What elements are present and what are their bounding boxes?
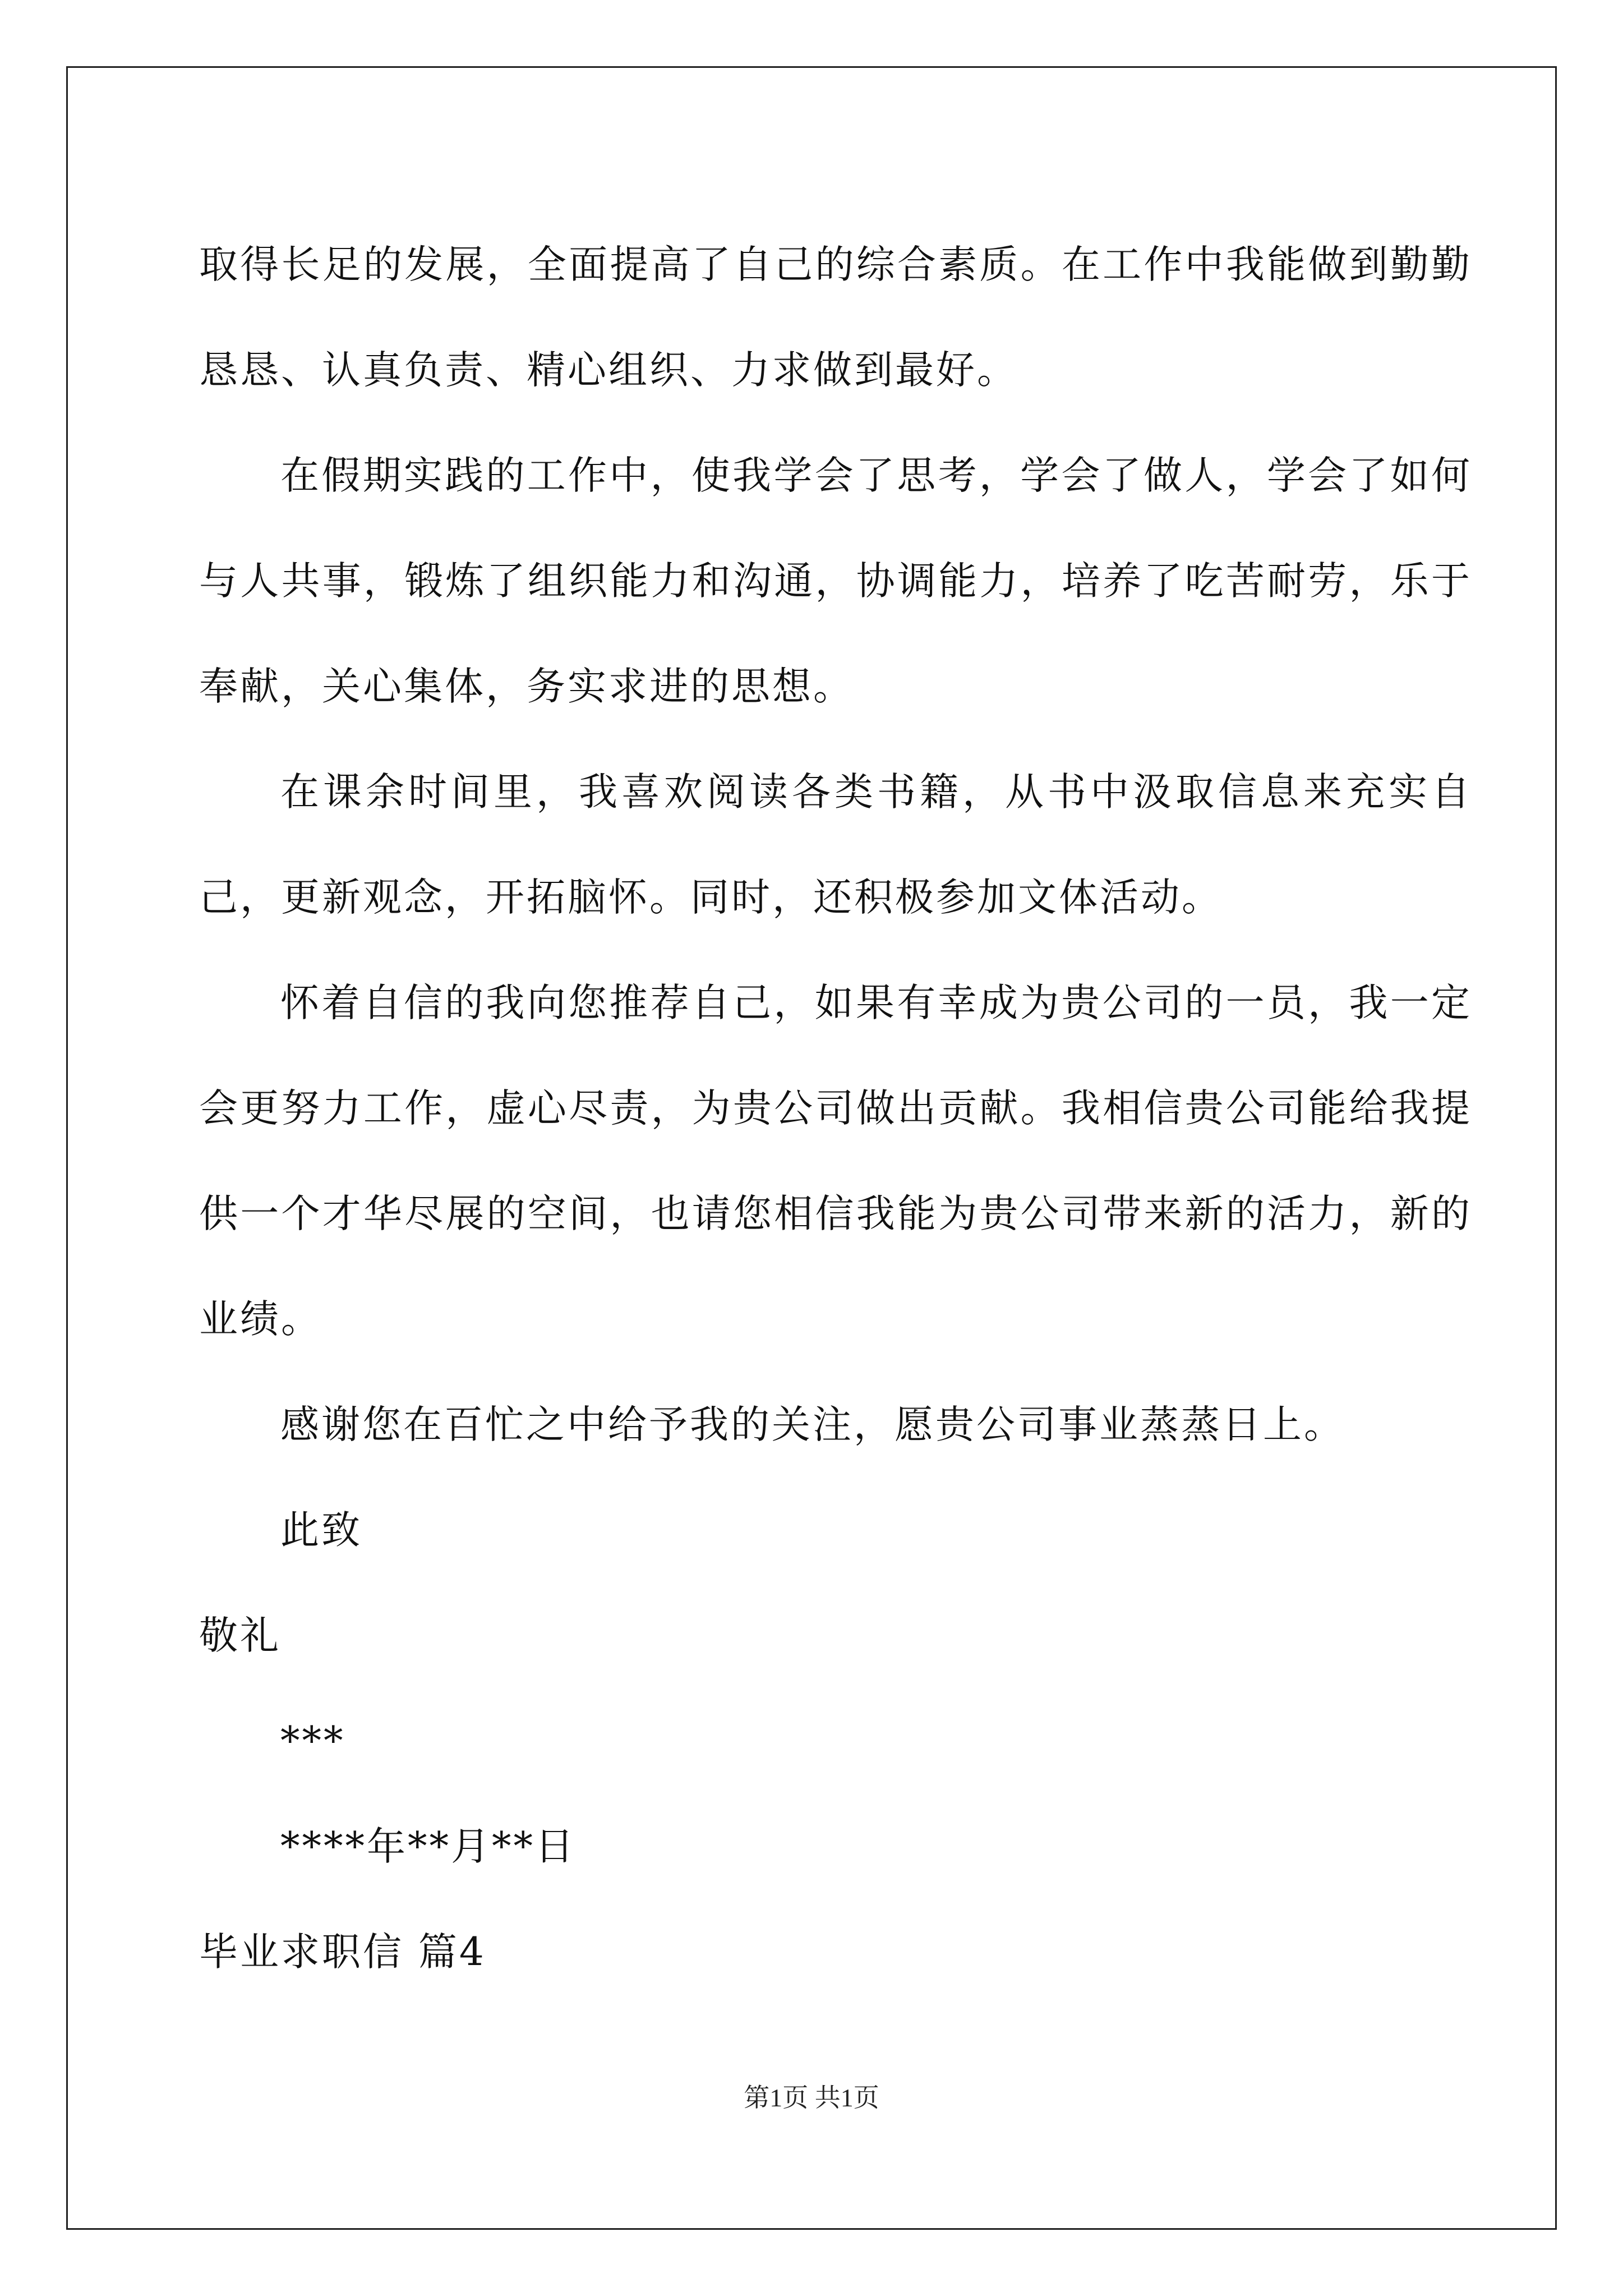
paragraph-spare-time: 在课余时间里，我喜欢阅读各类书籍，从书中汲取信息来充实自己，更新观念，开拓脑怀。同时，还积极参加文体活动。	[199, 770, 1472, 920]
closing-salutation: 此致	[280, 1508, 362, 1553]
paragraph-practice: 在假期实践的工作中，使我学会了思考，学会了做人，学会了如何与人共事，锻炼了组织能力和沟通，协调能力，培养了吃苦耐劳，乐于奉献，关心集体，务实求进的思想。	[199, 453, 1472, 709]
signature: ***	[280, 1719, 345, 1764]
paragraph-recommendation: 怀着自信的我向您推荐自己，如果有幸成为贵公司的一员，我一定会更努力工作，虚心尽责，为贵公司做出贡献。我相信贵公司能给我提供一个才华尽展的空间，也请您相信我能为贵公司带来新的活力，新的业绩。	[199, 981, 1472, 1342]
closing-regards: 敬礼	[199, 1613, 281, 1658]
date-line: ****年**月**日	[280, 1824, 576, 1869]
section-heading: 毕业求职信 篇4	[199, 1930, 486, 1975]
paragraph-continuation: 取得长足的发展，全面提高了自己的综合素质。在工作中我能做到勤勤恳恳、认真负责、精心组织、力求做到最好。	[199, 242, 1472, 393]
page-footer: 第1页 共1页	[744, 2083, 879, 2112]
document-body	[199, 212, 1472, 2005]
paragraph-thanks: 感谢您在百忙之中给予我的关注，愿贵公司事业蒸蒸日上。	[280, 1402, 1345, 1447]
